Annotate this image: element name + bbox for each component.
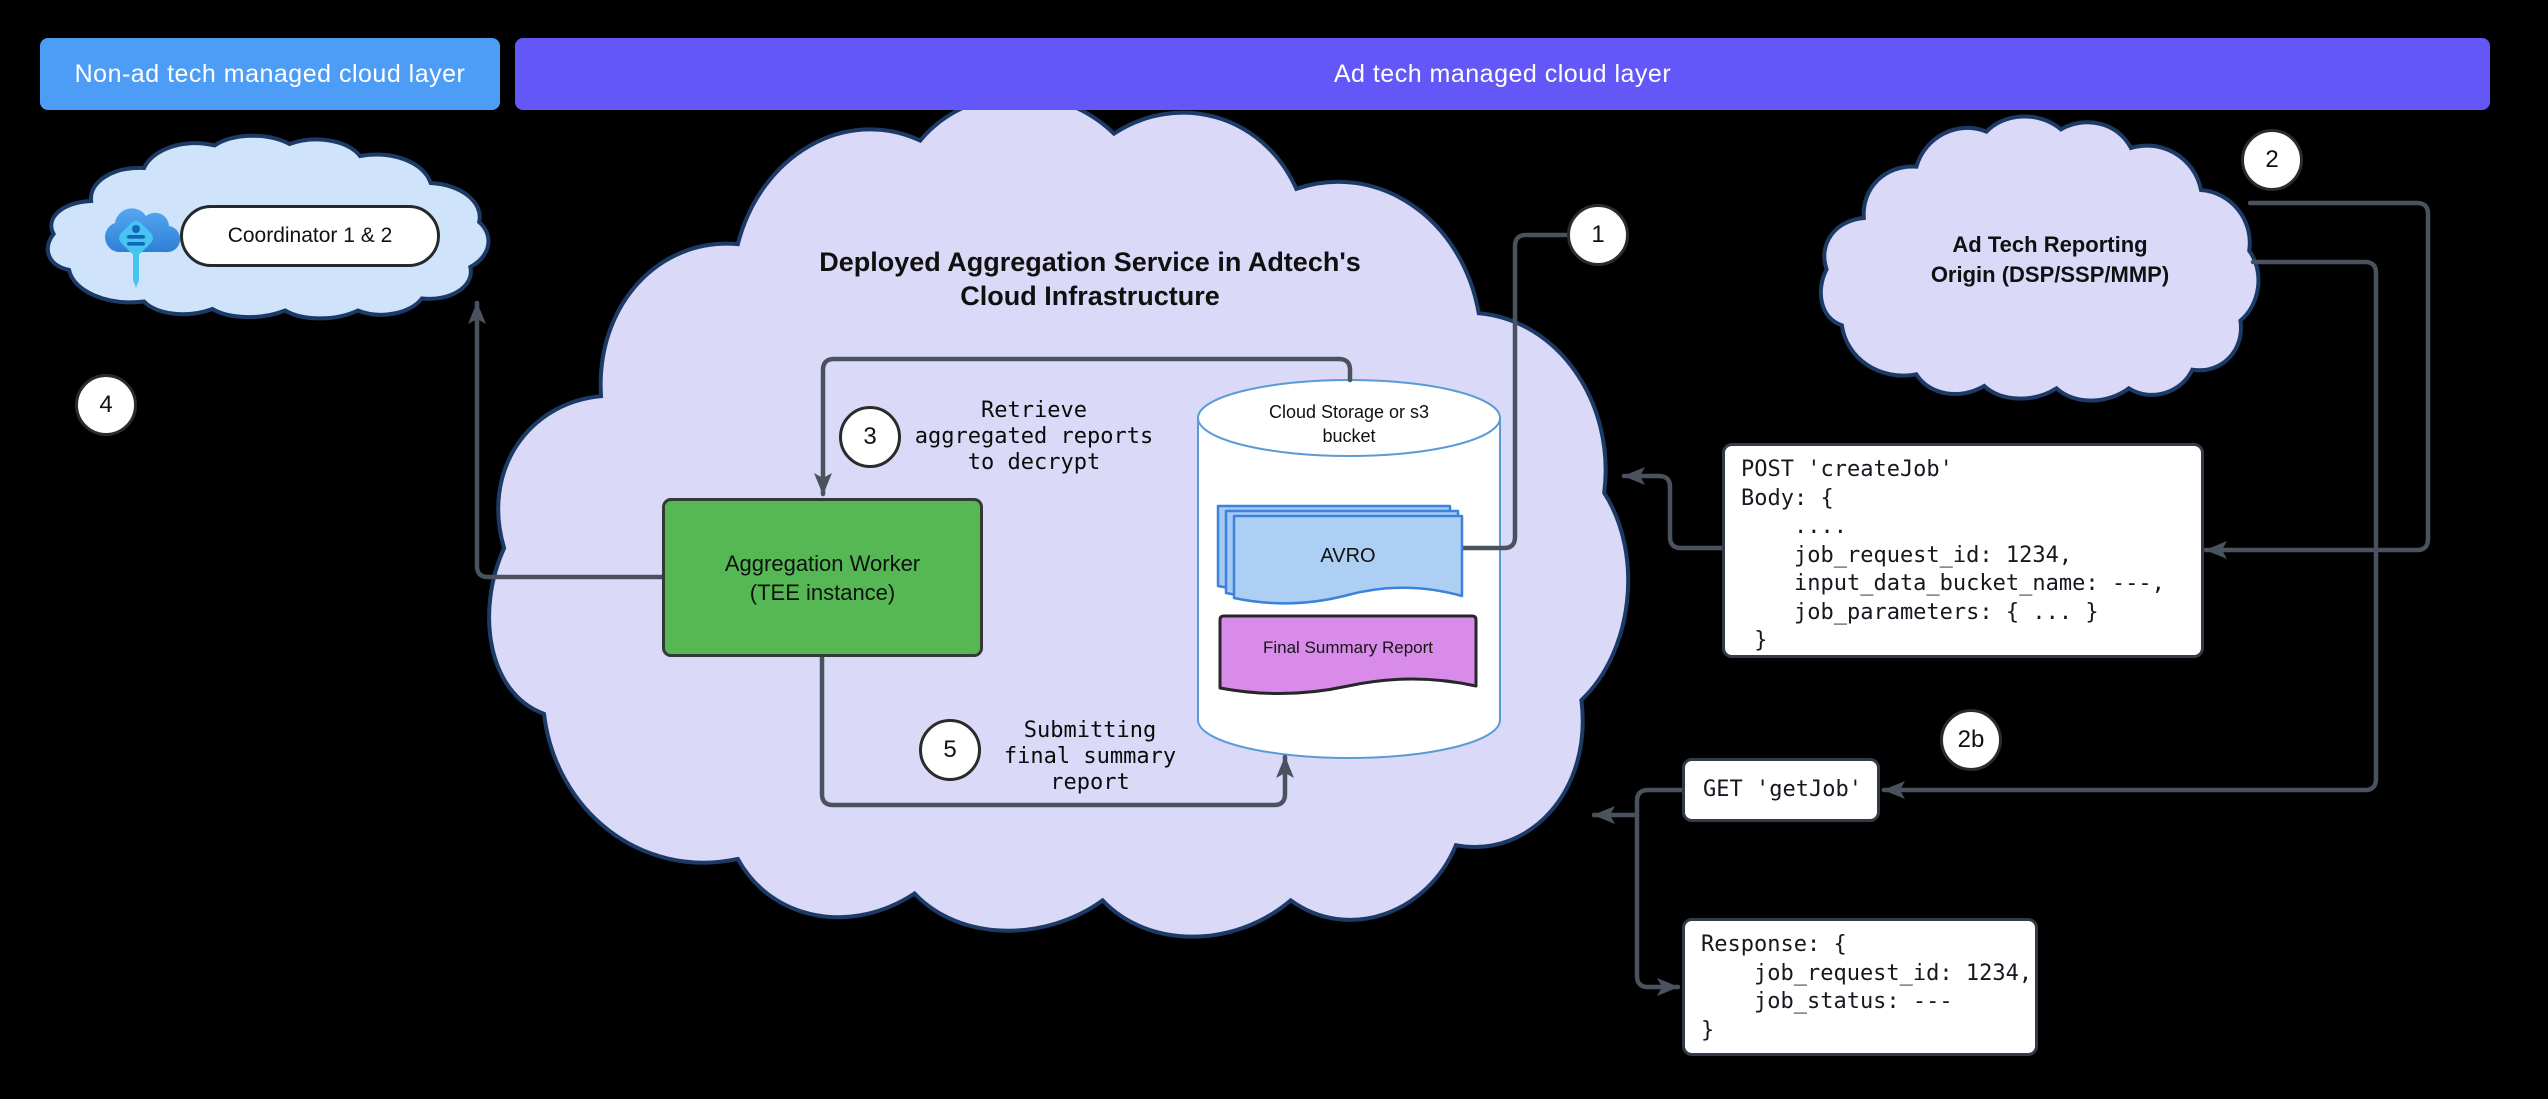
final-summary-report-label: Final Summary Report — [1262, 638, 1434, 657]
step-circle-5-label: 5 — [943, 736, 957, 763]
storage-label — [1218, 400, 1480, 448]
submitting-annotation-line1: Submitting — [1023, 718, 1157, 743]
response-line: Response: { — [1701, 932, 1847, 957]
submitting-annotation — [940, 718, 1240, 796]
response-line: job_status: --- — [1701, 989, 1953, 1014]
step-circle-4 — [75, 374, 137, 436]
coordinator-pill — [180, 205, 440, 267]
create-job-line: job_parameters: { ... } — [1741, 599, 2099, 625]
step-circle-3 — [839, 406, 901, 468]
service-cloud-title — [690, 245, 1490, 313]
step-circle-1 — [1567, 204, 1629, 266]
step-circle-5 — [919, 719, 981, 781]
response-box — [1682, 918, 2038, 1056]
create-job-line: job_request_id: 1234, — [1741, 542, 2073, 568]
step-circle-2 — [2241, 129, 2303, 191]
reporting-origin-line2: Origin (DSP/SSP/MMP) — [1930, 262, 2170, 287]
step-circle-2b — [1940, 709, 2002, 771]
get-job-label: GET 'getJob' — [1703, 776, 1862, 802]
retrieve-annotation — [884, 398, 1184, 476]
step-circle-4-label: 4 — [99, 391, 113, 418]
reporting-origin-line1: Ad Tech Reporting — [1952, 232, 2148, 257]
create-job-line: } — [1741, 628, 1768, 653]
get-job-request-box — [1682, 758, 1880, 822]
banner-ad-tech-label: Ad tech managed cloud layer — [1333, 59, 1672, 88]
avro-label: AVRO — [1320, 545, 1376, 567]
create-job-request-box — [1722, 443, 2204, 658]
aggregation-worker-line1: Aggregation Worker — [724, 550, 921, 576]
response-line: } — [1701, 1017, 1715, 1043]
aggregation-worker-box — [662, 498, 983, 657]
retrieve-annotation-line3: to decrypt — [967, 450, 1101, 475]
retrieve-annotation-line1: Retrieve — [981, 398, 1087, 423]
connector-createjob-to-cloud — [1624, 476, 1722, 548]
create-job-line: Body: { — [1741, 485, 1834, 511]
service-cloud-title-line2: Cloud Infrastructure — [960, 281, 1220, 311]
submitting-annotation-line2: final summary — [1003, 744, 1177, 769]
reporting-origin-label — [1850, 230, 2250, 290]
service-cloud-title-line1: Deployed Aggregation Service in Adtech's — [819, 247, 1361, 277]
create-job-line: POST 'createJob' — [1741, 457, 1953, 482]
step-circle-2b-label: 2b — [1957, 726, 1985, 753]
banner-non-ad-tech-label: Non-ad tech managed cloud layer — [74, 59, 466, 88]
step-circle-2-label: 2 — [2265, 146, 2279, 173]
create-job-line: .... — [1741, 514, 1847, 539]
banner-ad-tech — [515, 38, 2490, 110]
create-job-line: input_data_bucket_name: ---, — [1741, 571, 2165, 596]
aggregation-worker-line2: (TEE instance) — [749, 579, 896, 605]
step-circle-3-label: 3 — [863, 423, 877, 450]
response-line: job_request_id: 1234, — [1701, 960, 2033, 986]
retrieve-annotation-line2: aggregated reports — [914, 424, 1154, 449]
banner-non-ad-tech — [40, 38, 500, 110]
connector-getjob-to-response — [1637, 790, 1682, 987]
submitting-annotation-line3: report — [1050, 770, 1130, 795]
storage-label-line2: bucket — [1322, 426, 1376, 446]
storage-label-line1: Cloud Storage or s3 — [1268, 402, 1430, 422]
coordinator-pill-label: Coordinator 1 & 2 — [227, 224, 393, 247]
step-circle-1-label: 1 — [1591, 221, 1605, 248]
